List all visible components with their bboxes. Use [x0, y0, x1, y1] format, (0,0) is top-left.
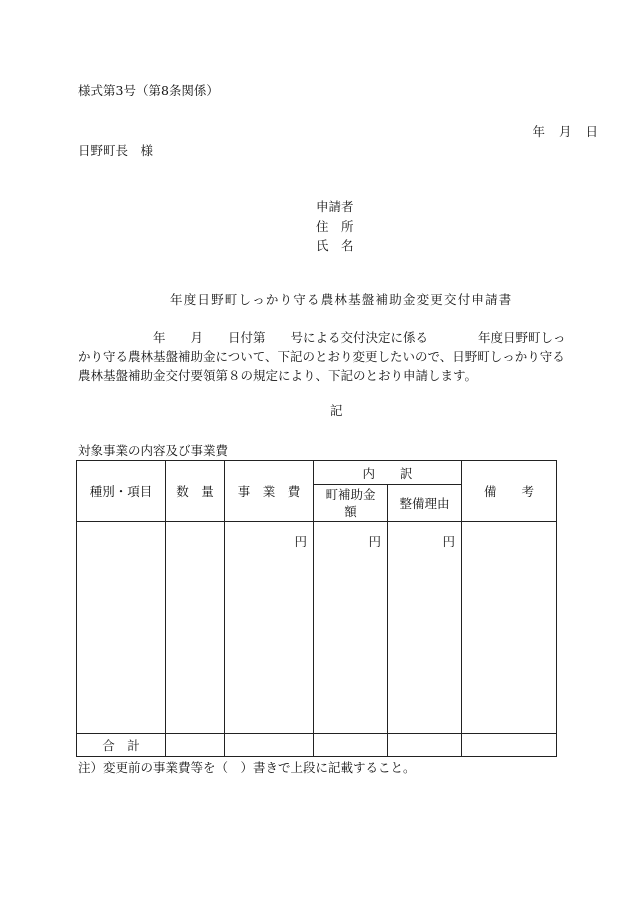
date-line	[518, 126, 598, 139]
total-label: 合 計	[77, 734, 166, 757]
addressee: 日野町長 様	[78, 143, 154, 158]
total-reason	[388, 734, 462, 757]
header-breakdown: 内 訳	[314, 461, 462, 485]
date-month: 月	[558, 124, 572, 139]
cell-remarks	[462, 522, 557, 734]
header-quantity: 数 量	[166, 461, 225, 522]
header-remarks: 備 考	[462, 461, 557, 522]
header-cost: 事 業 費	[225, 461, 314, 522]
cell-cost-yen: 円	[225, 522, 314, 734]
applicant-name-label: 氏 名	[316, 238, 354, 253]
date-day: 日	[585, 124, 598, 139]
cell-quantity	[166, 522, 225, 734]
applicant-block	[316, 197, 354, 256]
cell-town-subsidy-yen: 円	[314, 522, 388, 734]
footnote: 注）変更前の事業費等を（ ）書きで上段に記載すること。	[78, 760, 416, 775]
body-line-2: かり守る農林基盤補助金について、下記のとおり変更したいので、日野町しっかり守る	[78, 349, 565, 364]
document-title: 年度日野町しっかり守る農林基盤補助金変更交付申請書	[170, 292, 513, 307]
date-year: 年	[532, 124, 545, 139]
body-text	[78, 328, 600, 385]
table-caption: 対象事業の内容及び事業費	[78, 443, 229, 458]
cell-reason-yen: 円	[388, 522, 462, 734]
ki-heading: 記	[330, 403, 343, 418]
header-town-subsidy: 町補助金額	[314, 485, 388, 522]
total-quantity	[166, 734, 225, 757]
header-type: 種別・項目	[77, 461, 166, 522]
form-number: 様式第3号（第8条関係）	[78, 83, 219, 98]
body-line-3: 農林基盤補助金交付要領第８の規定により、下記のとおり申請します。	[78, 368, 478, 383]
applicant-address-label: 住 所	[316, 218, 354, 234]
header-reason: 整備理由	[388, 485, 462, 522]
cell-type	[77, 522, 166, 734]
total-remarks	[462, 734, 557, 757]
total-cost	[225, 734, 314, 757]
body-line-1: 年 月 日付第 号による交付決定に係る 年度日野町しっ	[78, 330, 566, 345]
applicant-label: 申請者	[316, 199, 354, 214]
project-cost-table	[76, 460, 557, 757]
total-town-subsidy	[314, 734, 388, 757]
